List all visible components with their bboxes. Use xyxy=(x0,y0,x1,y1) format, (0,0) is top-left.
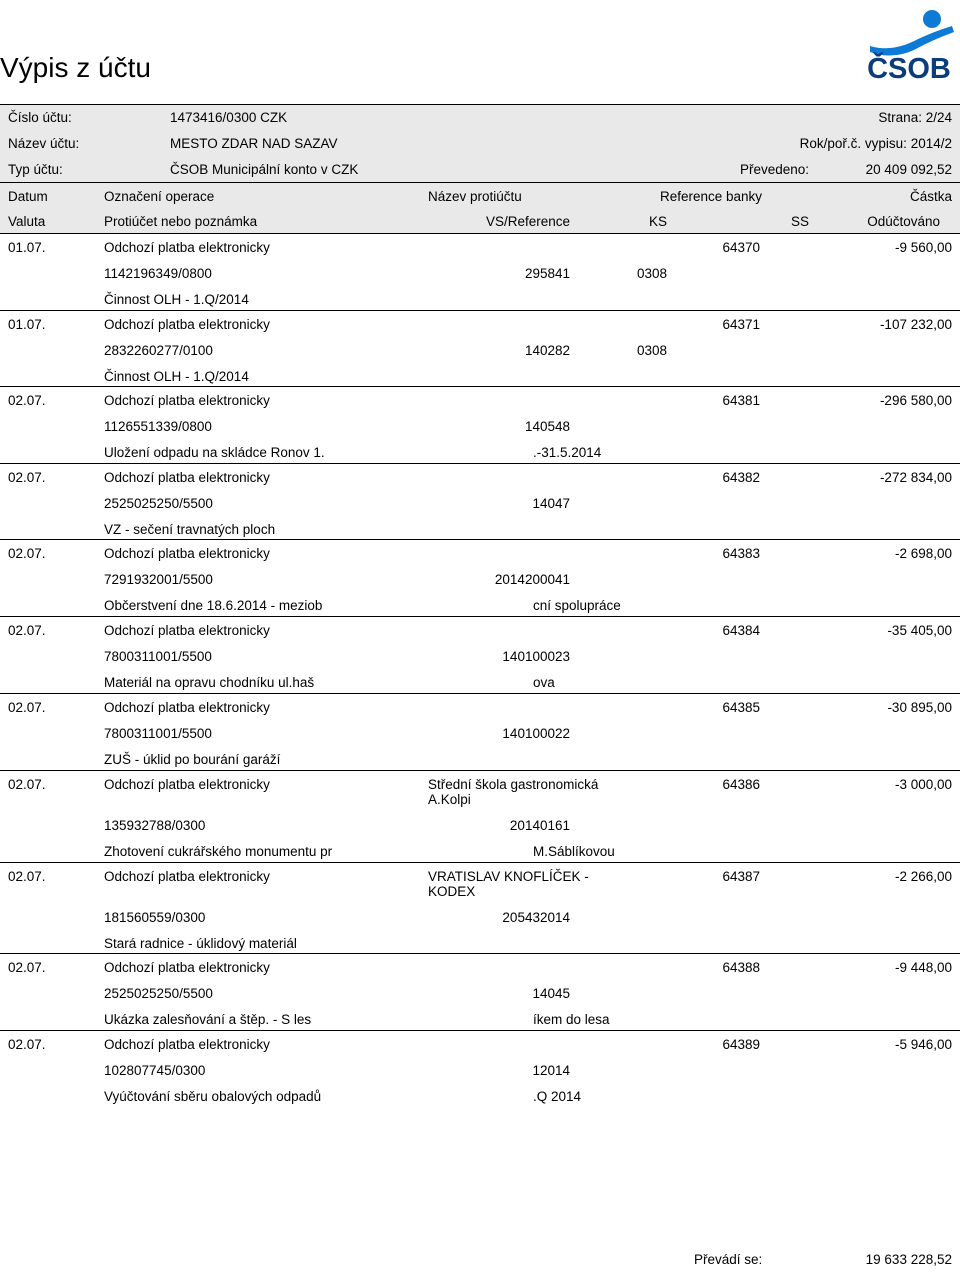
page-info xyxy=(878,110,952,126)
tx-bank-ref: 64383 xyxy=(722,546,760,561)
page-value: 2/24 xyxy=(925,110,952,125)
tx-date: 02.07. xyxy=(8,623,46,638)
tx-bank-ref: 64384 xyxy=(722,623,760,638)
tx-amount: -272 834,00 xyxy=(879,470,952,485)
carried-label: Převedeno: xyxy=(740,162,810,177)
tx-bank-ref: 64370 xyxy=(722,240,760,255)
tx-bank-ref: 64388 xyxy=(722,960,760,975)
header-mid-rule xyxy=(0,182,960,183)
tx-note: Uložení odpadu na skládce Ronov 1. xyxy=(104,445,325,460)
tx-amount: -35 405,00 xyxy=(887,623,952,638)
tx-counterparty: Střední škola gastronomická xyxy=(428,777,599,792)
col-date: Datum xyxy=(8,189,48,204)
col-bank-ref: Reference banky xyxy=(660,189,763,204)
tx-operation: Odchozí platba elektronicky xyxy=(104,960,270,975)
tx-amount: -9 448,00 xyxy=(894,960,952,975)
tx-note: Občerstvení dne 18.6.2014 - meziob xyxy=(104,598,323,613)
tx-ks: 0308 xyxy=(637,343,668,358)
tx-vs-ref: 140282 xyxy=(524,343,570,358)
tx-amount: -296 580,00 xyxy=(879,393,952,408)
tx-counter-account: 2525025250/5500 xyxy=(104,496,213,511)
tx-note: VZ - sečení travnatých ploch xyxy=(104,522,276,537)
tx-counter-account: 2525025250/5500 xyxy=(104,986,213,1001)
row-separator xyxy=(0,539,960,540)
carry-forward-value: 19 633 228,52 xyxy=(865,1252,952,1267)
header-bottom-rule xyxy=(0,233,960,234)
tx-operation: Odchozí platba elektronicky xyxy=(104,700,270,715)
tx-vs-ref: 205432014 xyxy=(502,910,570,925)
tx-date: 02.07. xyxy=(8,470,46,485)
tx-bank-ref: 64381 xyxy=(722,393,760,408)
tx-amount: -5 946,00 xyxy=(894,1037,952,1052)
tx-date: 02.07. xyxy=(8,869,46,884)
tx-operation: Odchozí platba elektronicky xyxy=(104,869,270,884)
col-amount: Částka xyxy=(909,189,952,204)
account-name-label: Název účtu: xyxy=(8,136,80,151)
tx-operation: Odchozí platba elektronicky xyxy=(104,1037,270,1052)
tx-counter-account: 7800311001/5500 xyxy=(104,726,212,741)
col-counter-account: Protiúčet nebo poznámka xyxy=(104,214,258,229)
tx-vs-ref: 140100022 xyxy=(502,726,570,741)
tx-counterparty: VRATISLAV KNOFLÍČEK - xyxy=(428,869,589,884)
account-type-label: Typ účtu: xyxy=(8,162,63,177)
tx-note: Stará radnice - úklidový materiál xyxy=(104,936,297,951)
tx-amount: -2 698,00 xyxy=(894,546,952,561)
tx-counter-account: 181560559/0300 xyxy=(104,910,206,925)
account-name-value: MESTO ZDAR NAD SAZAV xyxy=(170,136,338,151)
tx-date: 02.07. xyxy=(8,546,46,561)
tx-note: ZUŠ - úklid po bourání garáží xyxy=(104,752,281,767)
row-separator xyxy=(0,953,960,954)
tx-note: Vyúčtování sběru obalových odpadů xyxy=(104,1089,322,1104)
tx-operation: Odchozí platba elektronicky xyxy=(104,240,270,255)
tx-ks: 0308 xyxy=(637,266,668,281)
tx-amount: -3 000,00 xyxy=(894,777,952,792)
col-counterparty: Název protiúčtu xyxy=(428,189,522,204)
header-top-rule xyxy=(0,104,960,105)
tx-vs-ref: 295841 xyxy=(524,266,570,281)
tx-note: Činnost OLH - 1.Q/2014 xyxy=(104,292,249,307)
row-separator xyxy=(0,1030,960,1031)
tx-operation: Odchozí platba elektronicky xyxy=(104,546,270,561)
csob-logo xyxy=(860,6,958,84)
tx-counterparty-line2: A.Kolpi xyxy=(428,792,471,807)
tx-operation: Odchozí platba elektronicky xyxy=(104,317,270,332)
tx-date: 01.07. xyxy=(8,240,46,255)
tx-amount: -2 266,00 xyxy=(894,869,952,884)
tx-note: Činnost OLH - 1.Q/2014 xyxy=(104,369,249,384)
tx-vs-ref: 14047 xyxy=(532,496,570,511)
col-valuta: Valuta xyxy=(8,214,46,229)
tx-counter-account: 102807745/0300 xyxy=(104,1063,206,1078)
col-posted: Odúčtováno xyxy=(867,214,940,229)
tx-counter-account: 1126551339/0800 xyxy=(104,419,212,434)
tx-date: 02.07. xyxy=(8,1037,46,1052)
carry-forward-label: Převádí se: xyxy=(694,1252,763,1267)
row-separator xyxy=(0,310,960,311)
tx-date: 02.07. xyxy=(8,960,46,975)
col-ss: SS xyxy=(791,214,810,229)
account-number-label: Číslo účtu: xyxy=(8,110,72,125)
tx-date: 02.07. xyxy=(8,700,46,715)
tx-amount: -107 232,00 xyxy=(879,317,952,332)
tx-operation: Odchozí platba elektronicky xyxy=(104,470,270,485)
tx-note-continued: ova xyxy=(533,675,555,690)
tx-operation: Odchozí platba elektronicky xyxy=(104,777,270,792)
row-separator xyxy=(0,693,960,694)
tx-note-continued: .-31.5.2014 xyxy=(533,445,602,460)
row-separator xyxy=(0,463,960,464)
tx-counter-account: 1142196349/0800 xyxy=(104,266,212,281)
tx-vs-ref: 12014 xyxy=(532,1063,570,1078)
year-label: Rok/poř.č. vypisu: xyxy=(799,136,907,151)
tx-counter-account: 7291932001/5500 xyxy=(104,572,213,587)
tx-bank-ref: 64386 xyxy=(722,777,760,792)
col-operation: Označení operace xyxy=(104,189,215,204)
row-separator xyxy=(0,616,960,617)
year-value: 2014/2 xyxy=(910,136,952,151)
col-ks: KS xyxy=(649,214,668,229)
tx-amount: -9 560,00 xyxy=(894,240,952,255)
statement-year-info xyxy=(800,136,952,152)
tx-note-continued: .Q 2014 xyxy=(533,1089,582,1104)
row-separator xyxy=(0,770,960,771)
tx-date: 02.07. xyxy=(8,777,46,792)
tx-vs-ref: 2014200041 xyxy=(494,572,570,587)
page-title: Výpis z účtu xyxy=(0,52,151,83)
tx-operation: Odchozí platba elektronicky xyxy=(104,623,270,638)
csob-logo-mark-icon xyxy=(860,6,958,84)
tx-vs-ref: 14045 xyxy=(532,986,570,1001)
account-number-value: 1473416/0300 CZK xyxy=(170,110,288,125)
tx-note: Ukázka zalesňování a štěp. - S les xyxy=(104,1012,312,1027)
account-type-value: ČSOB Municipální konto v CZK xyxy=(170,162,359,177)
tx-vs-ref: 20140161 xyxy=(509,818,570,833)
tx-amount: -30 895,00 xyxy=(887,700,952,715)
tx-note-continued: M.Sáblíkovou xyxy=(533,844,615,859)
tx-operation: Odchozí platba elektronicky xyxy=(104,393,270,408)
tx-date: 02.07. xyxy=(8,393,46,408)
row-separator xyxy=(0,862,960,863)
tx-bank-ref: 64387 xyxy=(722,869,760,884)
tx-note-continued: cní spolupráce xyxy=(533,598,621,613)
tx-bank-ref: 64389 xyxy=(722,1037,760,1052)
tx-bank-ref: 64382 xyxy=(722,470,760,485)
tx-bank-ref: 64385 xyxy=(722,700,760,715)
tx-counter-account: 2832260277/0100 xyxy=(104,343,213,358)
row-separator xyxy=(0,386,960,387)
tx-vs-ref: 140548 xyxy=(524,419,570,434)
tx-note: Materiál na opravu chodníku ul.haš xyxy=(104,675,315,690)
tx-vs-ref: 140100023 xyxy=(502,649,570,664)
page-label: Strana: xyxy=(878,110,922,125)
tx-date: 01.07. xyxy=(8,317,46,332)
tx-note: Zhotovení cukrářského monumentu pr xyxy=(104,844,333,859)
logo-text: ČSOB xyxy=(867,53,951,84)
carried-value: 20 409 092,52 xyxy=(865,162,952,177)
tx-bank-ref: 64371 xyxy=(722,317,760,332)
col-vs-ref: VS/Reference xyxy=(485,214,570,229)
tx-counterparty-line2: KODEX xyxy=(428,884,476,899)
tx-note-continued: íkem do lesa xyxy=(533,1012,610,1027)
tx-counter-account: 7800311001/5500 xyxy=(104,649,212,664)
tx-counter-account: 135932788/0300 xyxy=(104,818,206,833)
